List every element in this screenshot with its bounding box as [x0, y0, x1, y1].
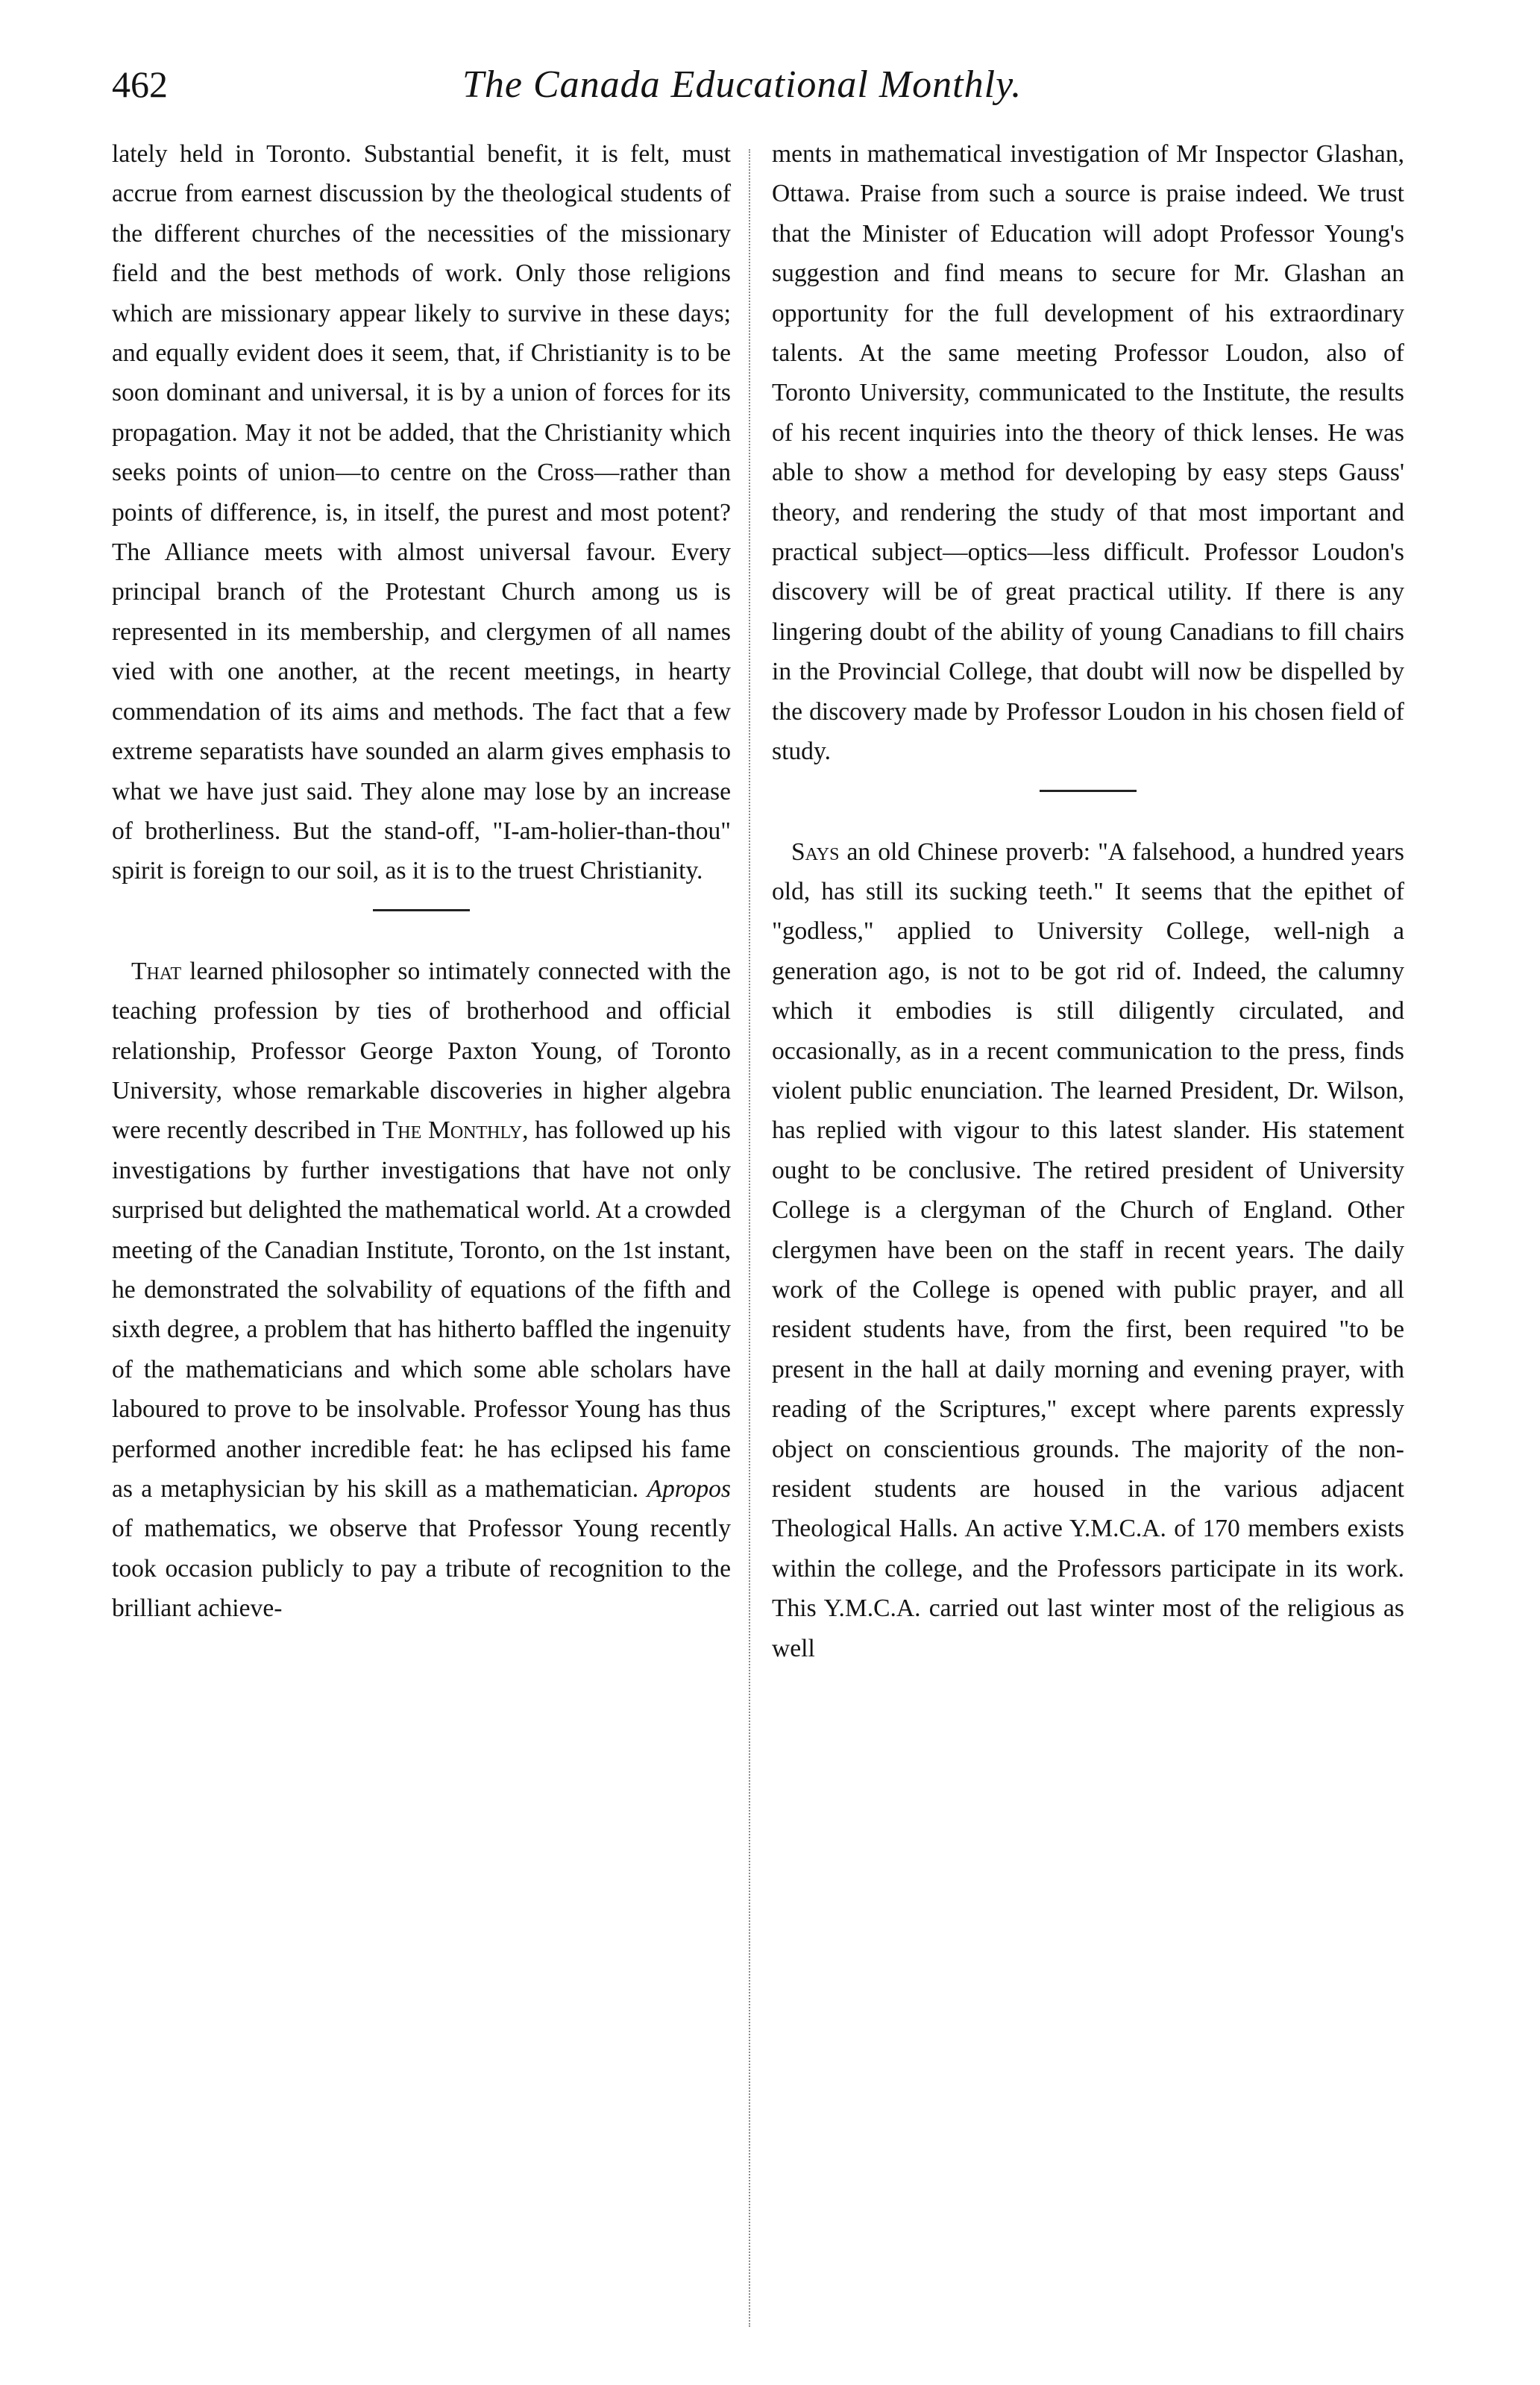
running-title: The Canada Educational Monthly. [462, 63, 1022, 106]
paragraph-missionary-alliance: lately held in Toronto. Substantial benefit, it is felt, must accrue from earnest discussion by the theological students of the different churches of the necessities of the missionary field and the best methods of work. Only those religions which are missionary appear likely to survive in these days; and equally evident does it seem, that, if Christianity is to be soon dominant and universal, it is by a union of forces for its propagation. May it not be added, that the Christianity which seeks points of union—to centre on the Cross—rather than points of difference, is, in itself, the purest and most potent? The Alliance meets with almost universal favour. Every principal branch of the Protestant Church among us is represented in its membership, and clergymen of all names vied with one another, at the recent meetings, in hearty commendation of its aims and methods. The fact that a few extreme separatists have sounded an alarm gives emphasis to what we have just said. They alone may lose by an increase of brotherliness. But the stand-off, "I-am-holier-than-thou" spirit is foreign to our soil, as it is to the truest Christianity. [112, 140, 731, 885]
running-header [112, 63, 1395, 119]
paragraph-text: of mathematics, we observe that Professor Young recently took occasion publicly to pay a tribute of recognition to the brilliant achieve- [112, 1515, 731, 1623]
paragraph-lead-word: That [131, 957, 182, 985]
monthly-reference: The Monthly [382, 1116, 523, 1145]
paragraph-text: learned philosopher so intimately connected with the teaching profession by ties of brotherhood and official relationship, Professor George Paxton Young, of Toronto University, whose remarkable discoveries in higher algebra were recently described in [112, 957, 731, 1145]
page-number: 462 [112, 63, 168, 105]
left-column [112, 134, 731, 1629]
section-separator [1040, 790, 1137, 792]
paragraph-chinese-proverb [772, 832, 1404, 1669]
paragraph-glashan-loudon: ments in mathematical investigation of Mr Inspector Glashan, Ottawa. Praise from such a source is praise indeed. We trust that the Minister of Education will adopt Professor Young's suggestion and find means to secure for Mr. Glashan an opportunity for the full development of his extraordinary talents. At the same meeting Professor Loudon, also of Toronto University, communicated to the Institute, the results of his recent inquiries into the theory of thick lenses. He was able to show a method for developing by easy steps Gauss' theory, and rendering the study of that most important and practical subject—optics—less difficult. Professor Loudon's discovery will be of great practical utility. If there is any lingering doubt of the ability of young Canadians to fill chairs in the Provincial College, that doubt will now be dispelled by the discovery made by Professor Loudon in his chosen field of study. [772, 140, 1404, 766]
paragraph-professor-young [112, 952, 731, 1629]
column-divider [749, 149, 750, 2327]
section-separator [373, 909, 470, 911]
right-column [772, 134, 1404, 1668]
paragraph-text: an old Chinese proverb: "A falsehood, a hundred years old, has still its sucking teeth." It seems that the epithet of "godless," applied to University College, well-nigh a generation ago, is not to be got rid of. Indeed, the calumny which it embodies is still diligently circulated, and occasionally, as in a recent communication to the press, finds violent public enunciation. The learned President, Dr. Wilson, has replied with vigour to this latest slander. His statement ought to be conclusive. The retired president of University College is a clergyman of the Church of England. Other clergymen have been on the staff in recent years. The daily work of the College is opened with public prayer, and all resident students have, from the first, been required "to be present in the hall at daily morning and evening prayer, with reading of the Scriptures," except where parents expressly object on conscientious grounds. The majority of the non-resident students are housed in the various adjacent Theological Halls. An active Y.M.C.A. of 170 members exists within the college, and the Professors participate in its work. This Y.M.C.A. carried out last winter most of the religious as well [772, 838, 1404, 1662]
apropos-italic: Apropos [647, 1475, 731, 1503]
paragraph-text: , has followed up his investigations by further investigations that have not only surprised but delighted the mathematical world. At a crowded meeting of the Canadian Institute, Toronto, on the 1st instant, he demonstrated the solvability of equations of the fifth and sixth degree, a problem that has hitherto baffled the ingenuity of the mathematicians and which some able scholars have laboured to prove to be insolvable. Professor Young has thus performed another incredible feat: he has eclipsed his fame as a metaphysician by his skill as a mathematician. [112, 1116, 731, 1503]
paragraph-lead-word: Says [791, 838, 840, 866]
